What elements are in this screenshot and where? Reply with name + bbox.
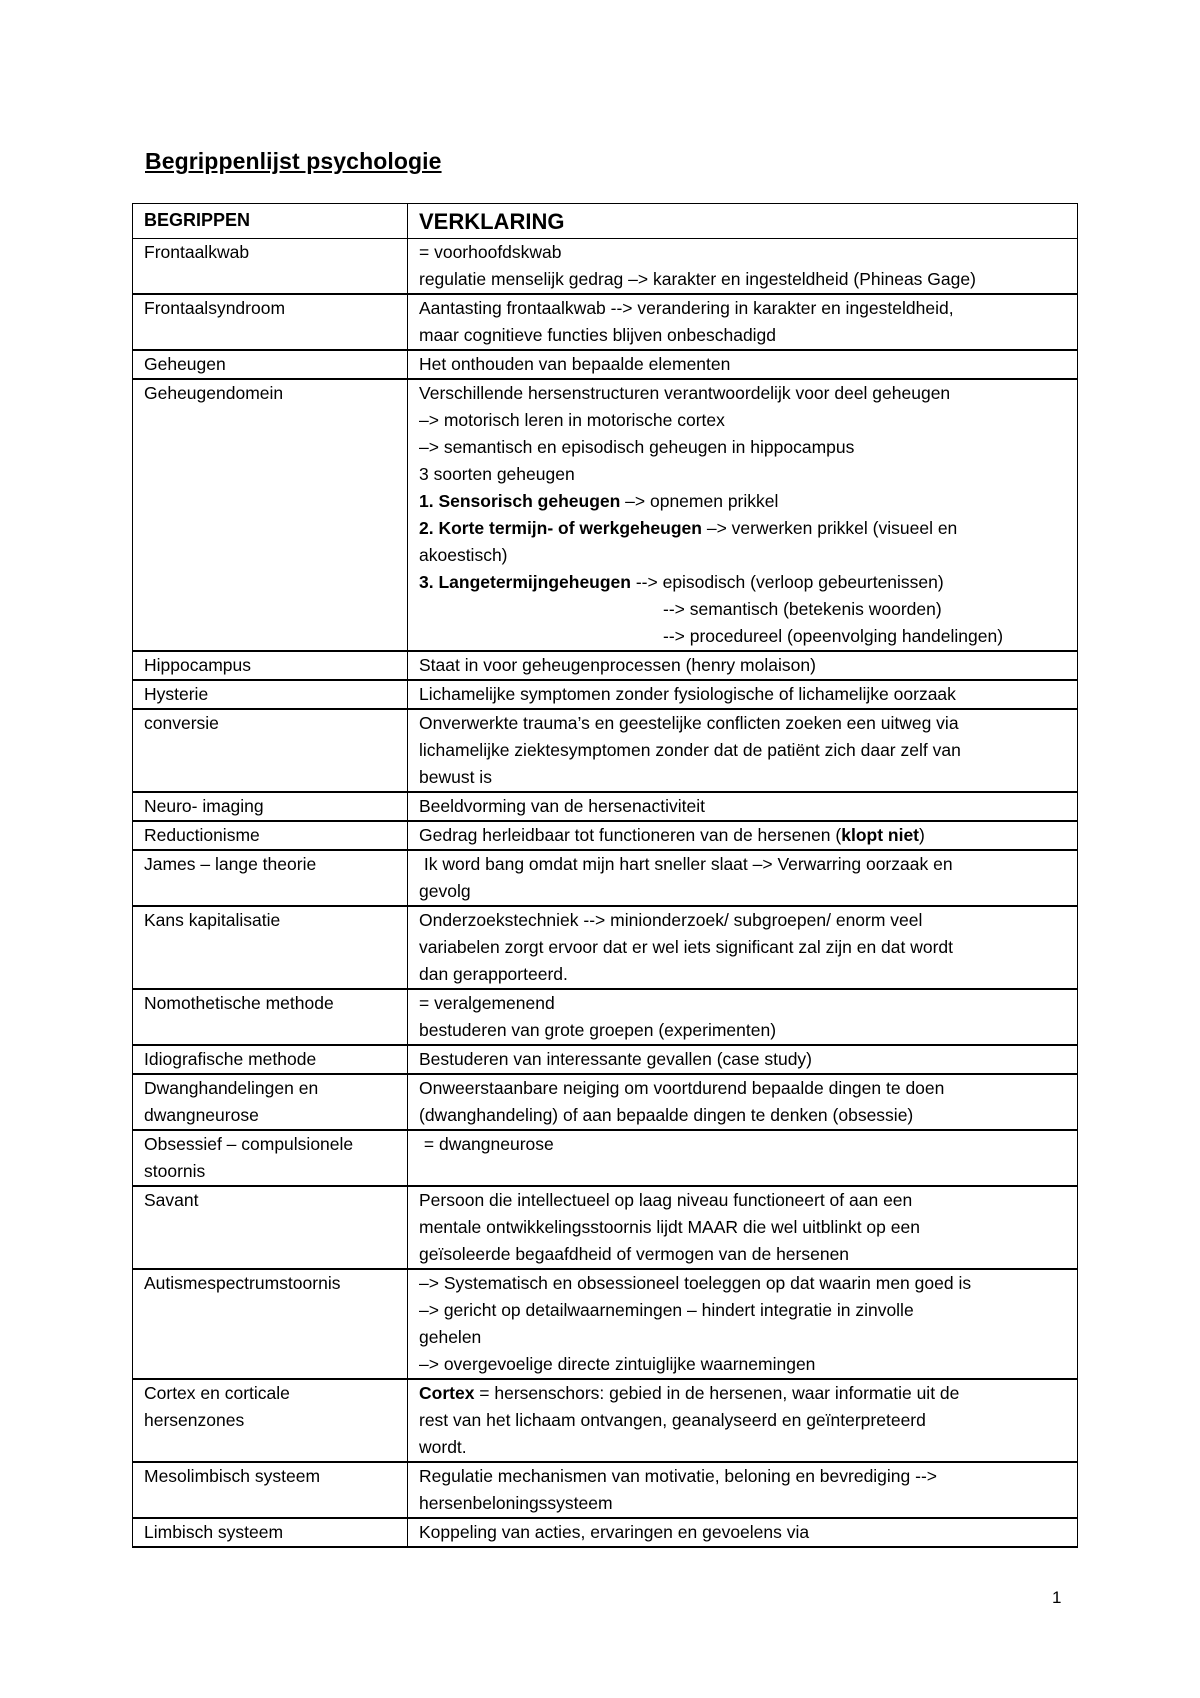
definition-line: regulatie menselijk gedrag –> karakter en ingesteldheid (Phineas Gage) — [419, 269, 976, 289]
definition-cell — [408, 709, 1078, 792]
definition-cell — [408, 379, 1078, 651]
definition-text: = hersenschors: gebied in de hersenen, waar informatie uit de — [474, 1383, 960, 1403]
header-definition: VERKLARING — [408, 204, 1078, 239]
term-line: Obsessief – compulsionele — [144, 1134, 354, 1154]
table-row — [133, 1130, 1078, 1186]
term-line: hersenzones — [144, 1410, 245, 1430]
term-cell: Savant — [133, 1186, 408, 1269]
definition-cell — [408, 906, 1078, 989]
term-line: Dwanghandelingen en — [144, 1078, 319, 1098]
term-cell: Frontaalsyndroom — [133, 294, 408, 350]
definition-line: Beeldvorming van de hersenactiviteit — [419, 796, 705, 816]
memory-type-text: akoestisch) — [419, 545, 508, 565]
table-row — [133, 906, 1078, 989]
definition-emphasis: klopt niet — [841, 825, 920, 845]
table-row — [133, 850, 1078, 906]
term-cell: Reductionisme — [133, 821, 408, 850]
table-row — [133, 1462, 1078, 1518]
definition-line: dan gerapporteerd. — [419, 964, 568, 984]
definition-cell — [408, 1379, 1078, 1462]
table-row — [133, 1074, 1078, 1130]
definition-cell — [408, 989, 1078, 1045]
definition-text: Gedrag herleidbaar tot functioneren van de hersenen ( — [419, 825, 842, 845]
table-row — [133, 1269, 1078, 1379]
definition-cell — [408, 350, 1078, 379]
term-cell: Autismespectrumstoornis — [133, 1269, 408, 1379]
definition-cell — [408, 651, 1078, 680]
definition-cell — [408, 1045, 1078, 1074]
definition-line: (dwanghandeling) of aan bepaalde dingen te denken (obsessie) — [419, 1105, 914, 1125]
definition-line: Onderzoekstechniek --> minionderzoek/ subgroepen/ enorm veel — [419, 910, 923, 930]
definition-line: Staat in voor geheugenprocessen (henry molaison) — [419, 655, 816, 675]
definition-cell — [408, 294, 1078, 350]
term-cell: Idiografische methode — [133, 1045, 408, 1074]
definition-cell — [408, 1130, 1078, 1186]
table-row — [133, 680, 1078, 709]
definition-line: 3 soorten geheugen — [419, 464, 575, 484]
definition-line: = veralgemenend — [419, 993, 555, 1013]
terms-table — [132, 203, 1078, 1548]
term-cell: James – lange theorie — [133, 850, 408, 906]
term-cell: Hysterie — [133, 680, 408, 709]
definition-line: –> semantisch en episodisch geheugen in hippocampus — [419, 437, 855, 457]
memory-type-label: 1. Sensorisch geheugen — [419, 491, 621, 511]
table-row — [133, 1045, 1078, 1074]
definition-line: geïsoleerde begaafdheid of vermogen van de hersenen — [419, 1244, 850, 1264]
definition-line — [419, 822, 1069, 849]
table-row — [133, 792, 1078, 821]
table-row — [133, 651, 1078, 680]
table-header-row — [133, 204, 1078, 239]
header-term: BEGRIPPEN — [133, 204, 408, 239]
definition-line: mentale ontwikkelingsstoornis lijdt MAAR die wel uitblinkt op een — [419, 1217, 920, 1237]
definition-line: = voorhoofdskwab — [419, 242, 562, 262]
memory-list-item — [419, 569, 1069, 596]
memory-list-item — [419, 542, 1069, 569]
table-row — [133, 239, 1078, 295]
term-cell: Neuro- imaging — [133, 792, 408, 821]
memory-list-item — [419, 488, 1069, 515]
definition-line: Regulatie mechanismen van motivatie, beloning en bevrediging --> — [419, 1466, 938, 1486]
definition-line: –> Systematisch en obsessioneel toeleggen op dat waarin men goed is — [419, 1273, 972, 1293]
term-cell: Mesolimbisch systeem — [133, 1462, 408, 1518]
term-line: stoornis — [144, 1161, 206, 1181]
table-row — [133, 1186, 1078, 1269]
term-line: Cortex en corticale — [144, 1383, 290, 1403]
memory-sub-line: --> semantisch (betekenis woorden) — [663, 599, 942, 619]
page-title: Begrippenlijst psychologie — [145, 148, 442, 174]
definition-line: Koppeling van acties, ervaringen en gevoelens via — [419, 1522, 810, 1542]
definition-line: Ik word bang omdat mijn hart sneller slaat –> Verwarring oorzaak en — [419, 854, 953, 874]
definition-line: bewust is — [419, 767, 492, 787]
table-row — [133, 350, 1078, 379]
definition-line: –> gericht op detailwaarnemingen – hindert integratie in zinvolle — [419, 1300, 914, 1320]
definition-line: gehelen — [419, 1327, 482, 1347]
definition-cell — [408, 850, 1078, 906]
term-cell — [133, 1074, 408, 1130]
definition-line: Persoon die intellectueel op laag niveau functioneert of aan een — [419, 1190, 913, 1210]
term-cell: Geheugen — [133, 350, 408, 379]
definition-emphasis: Cortex — [419, 1383, 475, 1403]
definition-line: gevolg — [419, 881, 471, 901]
definition-cell — [408, 1074, 1078, 1130]
page-number: 1 — [1052, 1588, 1062, 1607]
term-cell — [133, 1130, 408, 1186]
definition-line: Onweerstaanbare neiging om voortdurend bepaalde dingen te doen — [419, 1078, 945, 1098]
memory-sub-line: --> procedureel (opeenvolging handelingen) — [663, 626, 1004, 646]
definition-cell — [408, 1269, 1078, 1379]
definition-text: ) — [919, 825, 925, 845]
definition-cell — [408, 821, 1078, 850]
table-row — [133, 821, 1078, 850]
term-line: dwangneurose — [144, 1105, 259, 1125]
definition-line: Verschillende hersenstructuren verantwoordelijk voor deel geheugen — [419, 383, 951, 403]
memory-type-text: --> episodisch (verloop gebeurtenissen) — [630, 572, 944, 592]
definition-line: wordt. — [419, 1437, 467, 1457]
term-cell — [133, 1379, 408, 1462]
definition-cell — [408, 1186, 1078, 1269]
definition-line: Bestuderen van interessante gevallen (case study) — [419, 1049, 813, 1069]
definition-line: rest van het lichaam ontvangen, geanalyseerd en geïnterpreteerd — [419, 1410, 926, 1430]
memory-type-text: –> verwerken prikkel (visueel en — [701, 518, 958, 538]
term-cell: conversie — [133, 709, 408, 792]
definition-line: Onverwerkte trauma’s en geestelijke conflicten zoeken een uitweg via — [419, 713, 959, 733]
memory-type-text: –> opnemen prikkel — [620, 491, 779, 511]
definition-cell — [408, 680, 1078, 709]
definition-line: lichamelijke ziektesymptomen zonder dat de patiënt zich daar zelf van — [419, 740, 961, 760]
definition-cell — [408, 1518, 1078, 1547]
definition-cell — [408, 792, 1078, 821]
term-cell: Limbisch systeem — [133, 1518, 408, 1547]
definition-line: maar cognitieve functies blijven onbeschadigd — [419, 325, 777, 345]
table-row — [133, 294, 1078, 350]
memory-list-item — [419, 515, 1069, 542]
definition-line — [419, 1380, 1069, 1407]
term-cell: Kans kapitalisatie — [133, 906, 408, 989]
term-cell: Hippocampus — [133, 651, 408, 680]
term-cell: Nomothetische methode — [133, 989, 408, 1045]
definition-line: Aantasting frontaalkwab --> verandering in karakter en ingesteldheid, — [419, 298, 954, 318]
definition-line: = dwangneurose — [419, 1134, 554, 1154]
definition-line: bestuderen van grote groepen (experimenten) — [419, 1020, 777, 1040]
definition-line: hersenbeloningssysteem — [419, 1493, 613, 1513]
table-row — [133, 1379, 1078, 1462]
term-cell: Frontaalkwab — [133, 239, 408, 295]
table-row — [133, 1518, 1078, 1547]
table-row — [133, 379, 1078, 651]
table-row — [133, 989, 1078, 1045]
term-cell: Geheugendomein — [133, 379, 408, 651]
memory-type-label: 2. Korte termijn- of werkgeheugen — [419, 518, 702, 538]
definition-line: –> motorisch leren in motorische cortex — [419, 410, 725, 430]
definition-cell — [408, 1462, 1078, 1518]
table-row — [133, 709, 1078, 792]
definition-line: variabelen zorgt ervoor dat er wel iets significant zal zijn en dat wordt — [419, 937, 954, 957]
definition-line: –> overgevoelige directe zintuiglijke waarnemingen — [419, 1354, 816, 1374]
definition-line: Lichamelijke symptomen zonder fysiologische of lichamelijke oorzaak — [419, 684, 956, 704]
memory-type-label: 3. Langetermijngeheugen — [419, 572, 631, 592]
definition-cell — [408, 239, 1078, 295]
definition-line: Het onthouden van bepaalde elementen — [419, 354, 731, 374]
